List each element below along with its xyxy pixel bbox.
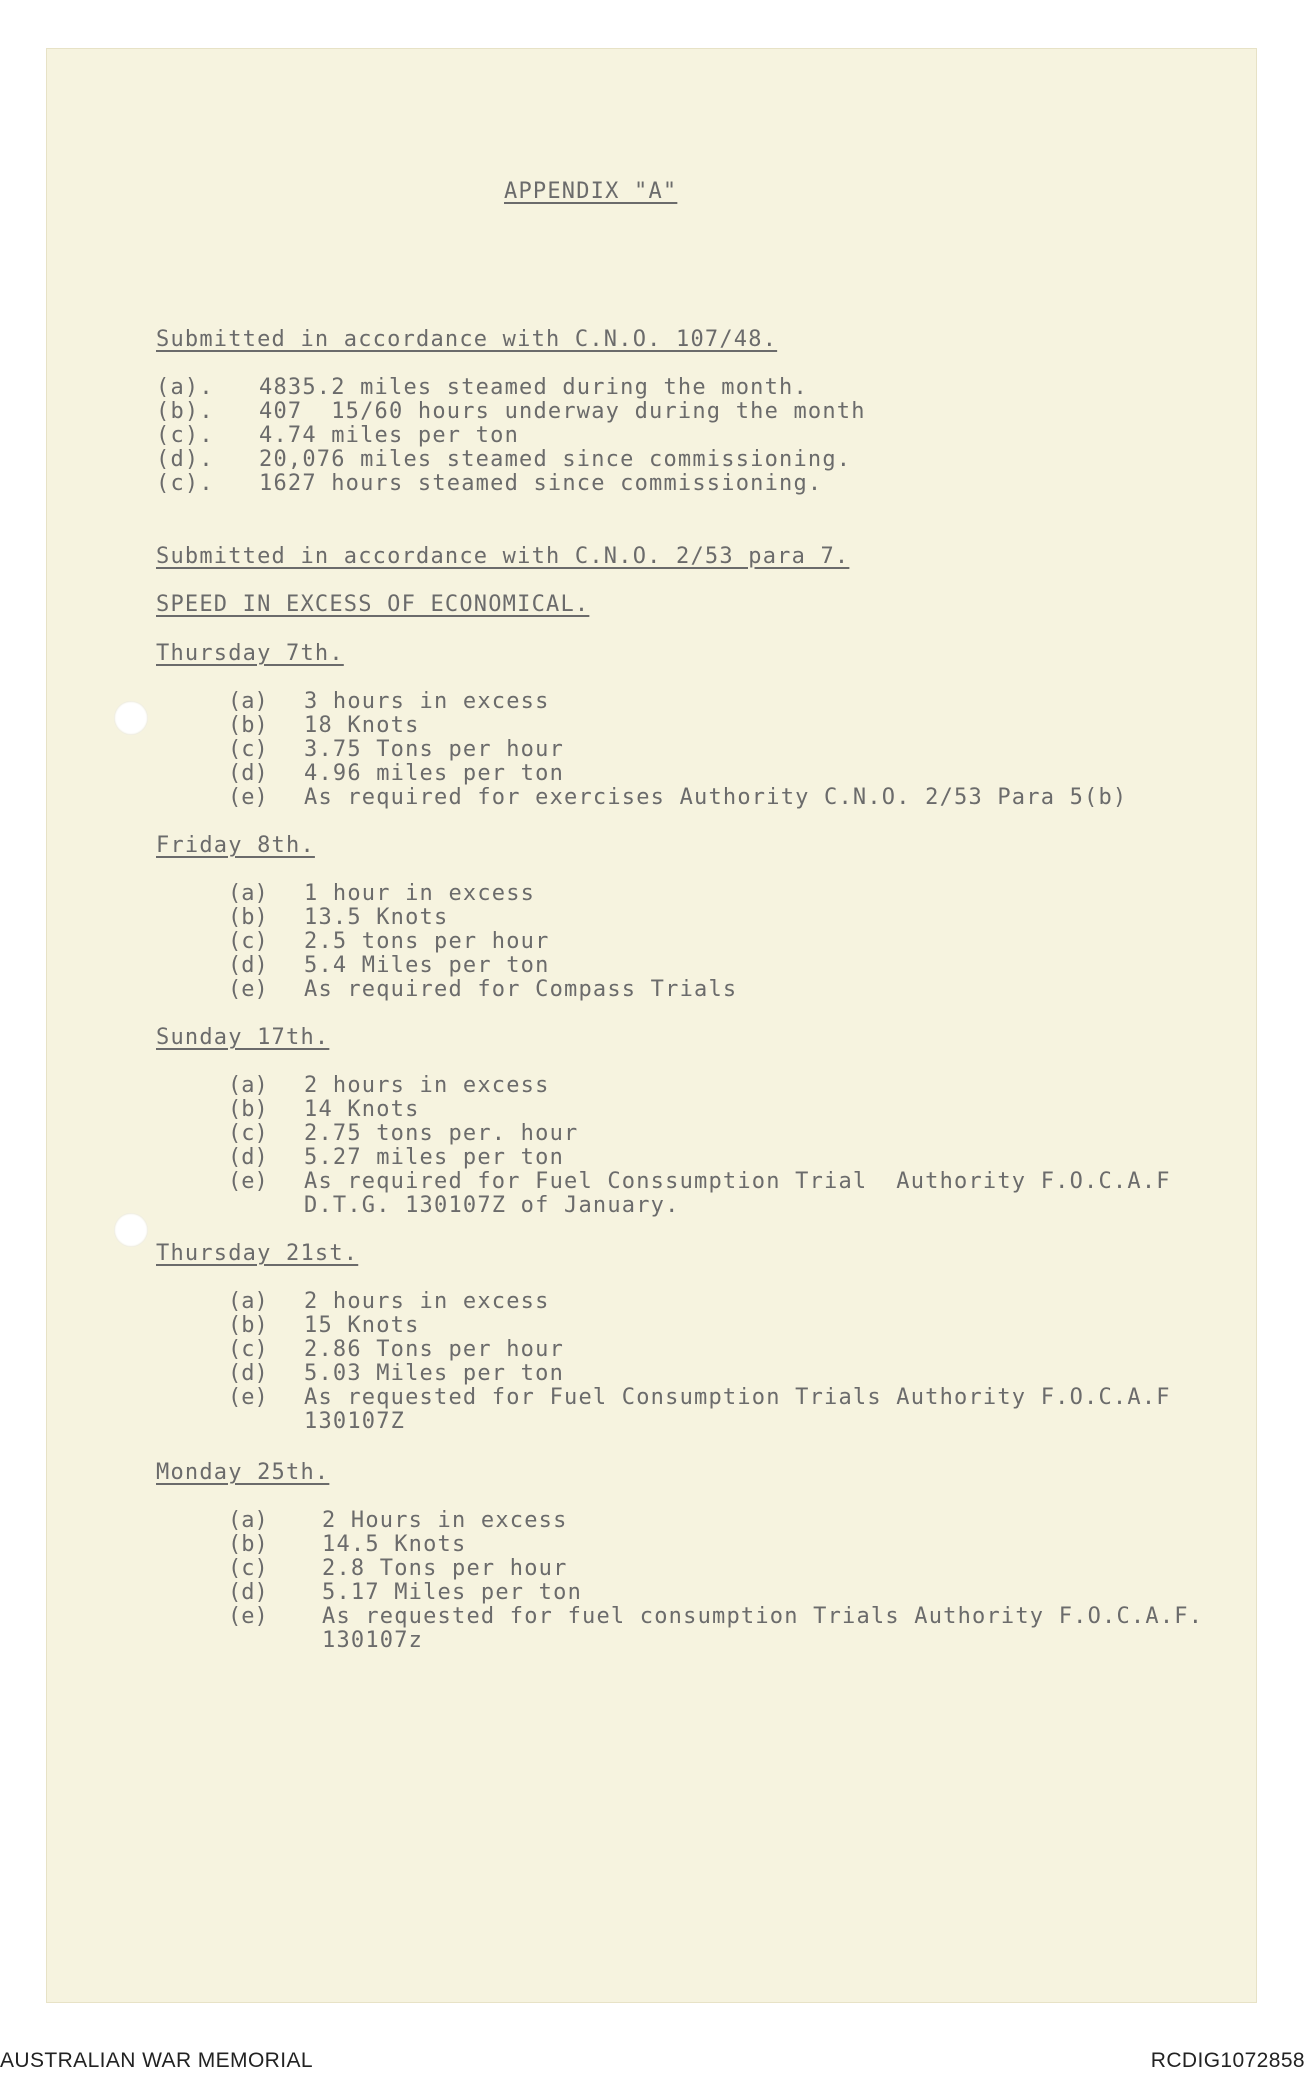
item-label: (a) [228,881,268,906]
item-label: (e) [228,785,268,810]
item-text: 4.96 miles per ton [304,761,565,786]
item-text: 2 hours in excess [304,1289,550,1314]
item-label: (d) [228,1580,268,1605]
item-text: 18 Knots [304,713,420,738]
item-text: 3 hours in excess [304,689,550,714]
item-label: (e) [228,1385,268,1410]
item-label: (d) [228,761,268,786]
section1-label-a: (a). [156,375,214,400]
day-heading: Thursday 7th. [156,641,344,666]
item-label: (a) [228,1073,268,1098]
section1-item-c: 4.74 miles per ton [259,423,520,448]
item-text: 2.8 Tons per hour [322,1556,568,1581]
item-text: As required for Compass Trials [304,977,738,1002]
item-text: 5.4 Miles per ton [304,953,550,978]
page-title: APPENDIX "A" [504,179,678,204]
item-text: 14 Knots [304,1097,420,1122]
day-heading: Sunday 17th. [156,1025,330,1050]
item-text: 3.75 Tons per hour [304,737,565,762]
item-text: 1 hour in excess [304,881,536,906]
section1-item-a: 4835.2 miles steamed during the month. [259,375,808,400]
item-text: 5.17 Miles per ton [322,1580,583,1605]
item-text: As required for exercises Authority C.N.O. 2/53 Para 5(b) [304,785,1128,810]
item-continuation: D.T.G. 130107Z of January. [304,1193,680,1218]
item-label: (d) [228,953,268,978]
item-label: (e) [228,1604,268,1629]
item-text: 2.75 tons per. hour [304,1121,579,1146]
section1-label-d: (d). [156,447,214,472]
item-label: (d) [228,1361,268,1386]
item-label: (b) [228,1313,268,1338]
item-label: (a) [228,1508,268,1533]
section1-label-c: (c). [156,423,214,448]
item-label: (c) [228,737,268,762]
item-label: (b) [228,713,268,738]
item-label: (a) [228,1289,268,1314]
punch-hole [114,1213,148,1247]
item-label: (e) [228,977,268,1002]
section1-item-d: 20,076 miles steamed since commissioning. [259,447,852,472]
item-label: (c) [228,1121,268,1146]
item-text: 13.5 Knots [304,905,449,930]
item-text: 2 Hours in excess [322,1508,568,1533]
day-heading: Thursday 21st. [156,1241,359,1266]
item-text: 5.03 Miles per ton [304,1361,565,1386]
section1-item-e: 1627 hours steamed since commissioning. [259,471,823,496]
section2-subheading: SPEED IN EXCESS OF ECONOMICAL. [156,592,590,617]
section1-heading: Submitted in accordance with C.N.O. 107/48. [156,327,778,352]
item-label: (c) [228,929,268,954]
footer-right: RCDIG1072858 [1150,2049,1305,2072]
item-text: 2 hours in excess [304,1073,550,1098]
item-text: As requested for fuel consumption Trials Authority F.O.C.A.F. [322,1604,1204,1629]
section1-label-e: (c). [156,471,214,496]
item-text: 5.27 miles per ton [304,1145,565,1170]
item-continuation: 130107z [322,1628,424,1653]
item-text: As required for Fuel Conssumption Trial Authority F.O.C.A.F [304,1169,1171,1194]
item-text: 2.86 Tons per hour [304,1337,565,1362]
item-label: (e) [228,1169,268,1194]
document-page [46,48,1257,2003]
item-continuation: 130107Z [304,1409,406,1434]
day-heading: Monday 25th. [156,1460,330,1485]
item-text: As requested for Fuel Consumption Trials Authority F.O.C.A.F [304,1385,1171,1410]
punch-hole [114,701,148,735]
item-text: 2.5 tons per hour [304,929,550,954]
item-label: (d) [228,1145,268,1170]
item-label: (b) [228,1532,268,1557]
day-heading: Friday 8th. [156,833,315,858]
item-label: (b) [228,905,268,930]
section1-item-b: 407 15/60 hours underway during the month [259,399,866,424]
section1-label-b: (b). [156,399,214,424]
section2-heading: Submitted in accordance with C.N.O. 2/53 para 7. [156,544,850,569]
item-label: (b) [228,1097,268,1122]
item-label: (c) [228,1556,268,1581]
item-label: (c) [228,1337,268,1362]
footer-left: AUSTRALIAN WAR MEMORIAL [0,2049,313,2072]
item-text: 14.5 Knots [322,1532,467,1557]
item-text: 15 Knots [304,1313,420,1338]
item-label: (a) [228,689,268,714]
